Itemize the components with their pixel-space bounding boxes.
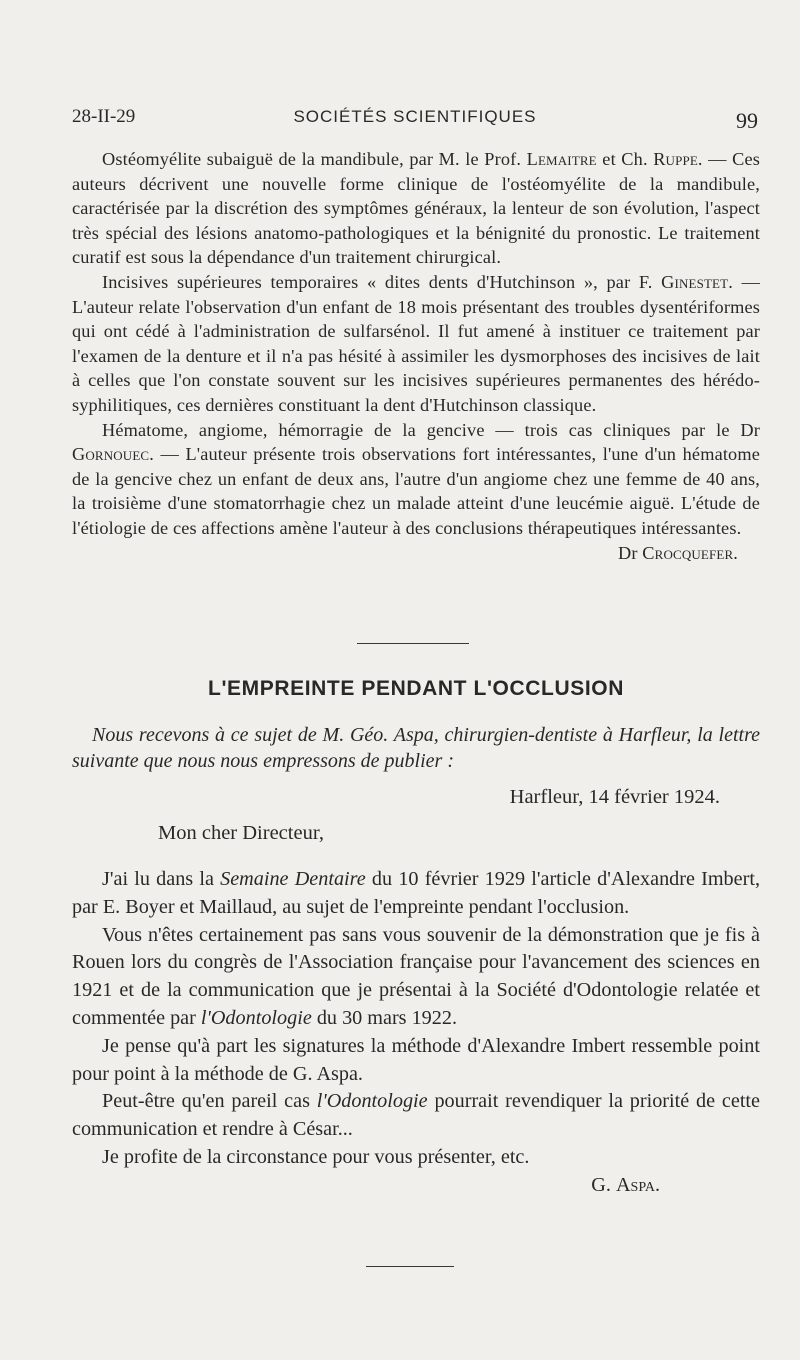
signature-initial: G. — [591, 1173, 616, 1196]
report-author: Gornouec — [72, 444, 150, 465]
letter-paragraph: Je profite de la circonstance pour vous présenter, etc. — [102, 1145, 530, 1168]
report-author: Ginestet — [661, 271, 729, 292]
report-title: Hématome, angiome, hémorragie de la gencive — trois cas cliniques — [102, 419, 671, 440]
reports-signature — [72, 541, 760, 566]
letter-place-date: Harfleur, 14 février 1924. — [509, 786, 720, 808]
header-page-number: 99 — [736, 108, 758, 133]
text: du 10 février 1929 l'article d'Alexandre Imbert, par E. Boyer et Maillaud, au sujet de l'empreinte pendant l'occlusion. — [72, 868, 760, 918]
text: Vous n'êtes certainement pas sans vous souvenir de la démonstration que je fis à Rouen lors du congrès de l'Association française pour l'avancement des sciences en 1921 et de la communication que je présentai à la Société d'Odontologie relatée et commentée par — [72, 923, 760, 1029]
end-divider — [366, 1266, 454, 1267]
report-body: . — L'auteur relate l'observation d'un enfant de 18 mois présentant des troubles dysentériformes qui ont cédé à l'administration de sulfarsénol. Il fut amené à instituer ce traitement par l'examen de la denture et il n'a pas hésité à assimiler les dysmorphoses des incisives de lait à celles que l'on constate souvent sur les incisives supérieures permanentes des hérédo-syphilitiques, ces dernières constituant la dent d'Hutchinson classique. — [72, 271, 760, 415]
text: du 30 mars 1922. — [311, 1006, 458, 1029]
signature-name: Crocquefer. — [642, 542, 738, 563]
intro-text: Nous recevons à ce sujet de M. Géo. Aspa, chirurgien-dentiste à Harfleur, la lettre suivante que nous nous empressons de publier : — [72, 724, 760, 772]
letter-salutation: Mon cher Directeur, — [158, 822, 324, 844]
report-by: par le Dr — [670, 419, 760, 440]
letter-paragraph — [72, 866, 760, 922]
report-by: par F. — [597, 271, 662, 292]
signature-title: Dr — [617, 542, 643, 563]
header-running-title: SOCIÉTÉS SCIENTIFIQUES — [293, 107, 537, 126]
report-osteomyelite — [72, 147, 760, 270]
letter-paragraph — [72, 1088, 760, 1144]
letter-paragraph: Je pense qu'à part les signatures la méthode d'Alexandre Imbert ressemble point pour point à la méthode de G. Aspa. — [72, 1034, 760, 1085]
signature-name: Aspa. — [615, 1173, 660, 1196]
report-by: et Ch. — [596, 149, 654, 169]
article-title: L'EMPREINTE PENDANT L'OCCLUSION — [208, 677, 624, 700]
text: J'ai lu dans la — [102, 868, 221, 890]
report-title: Incisives supérieures temporaires « dites dents d'Hutchinson », — [102, 271, 598, 292]
report-body: . — Ces auteurs décrivent une nouvelle forme clinique de l'ostéomyélite de la mandibule, caractérisée par la discrétion des symptômes généraux, la lenteur de son évolution, l'aspect très spécial des lésions anatomo-pathologiques et la bénignité du pronostic. Le traitement curatif est sous la dépendance d'un traitement chirurgical. — [72, 149, 760, 268]
society-reports — [72, 147, 760, 565]
text: Peut-être qu'en pareil cas — [102, 1090, 317, 1113]
report-title: Ostéomyélite subaiguë de la mandibule, — [102, 149, 404, 169]
journal-name: Semaine Dentaire — [220, 868, 366, 890]
running-header — [72, 106, 758, 136]
letter-signature — [72, 1172, 760, 1200]
journal-name: l'Odontologie — [200, 1006, 312, 1029]
report-by: par M. le Prof. — [403, 149, 527, 169]
journal-name: l'Odontologie — [316, 1090, 428, 1113]
text: pourrait revendiquer la priorité de cette communication et rendre à César... — [72, 1090, 760, 1141]
report-author: Ruppe — [653, 149, 698, 169]
letter-paragraph — [72, 922, 760, 1033]
report-incisives — [72, 270, 760, 418]
article-intro — [72, 722, 760, 774]
report-body: . — L'auteur présente trois observations fort intéressantes, l'une d'un hématome de la gencive chez un enfant de deux ans, l'autre d'un angiome chez une femme de 40 ans, la troisième d'une stomatorrhagie chez un malade atteint d'une leucémie aiguë. L'étude de l'étiologie de ces affections amène l'auteur à des conclusions thérapeutiques intéressantes. — [72, 444, 760, 538]
letter-body — [72, 866, 760, 1200]
report-hematome — [72, 418, 760, 541]
section-divider — [357, 643, 469, 644]
report-author: Lemaitre — [526, 149, 597, 169]
header-date-code: 28-II-29 — [72, 106, 136, 127]
